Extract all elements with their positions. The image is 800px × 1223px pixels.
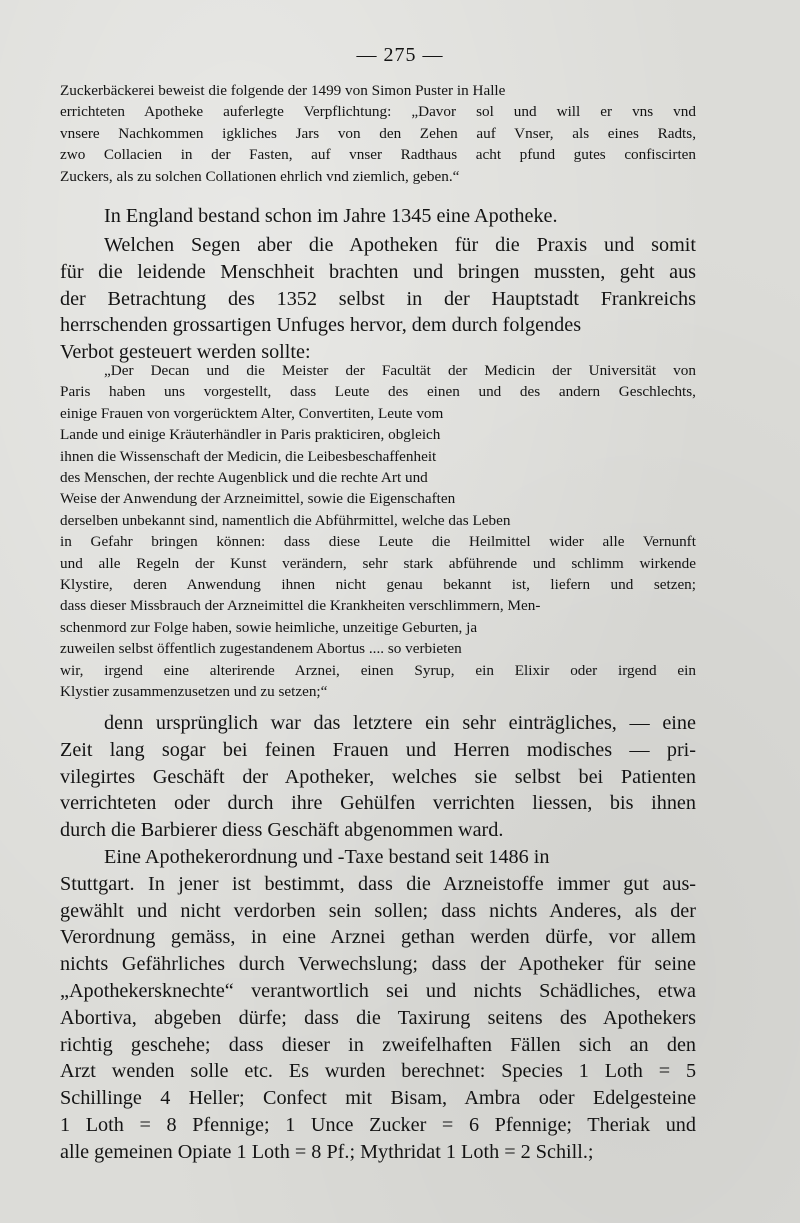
text-line: Klystire, deren Anwendung ihnen nicht genau bekannt ist, liefern und setzen; [60, 576, 696, 594]
text-line: Stuttgart. In jener ist bestimmt, dass die Arzneistoffe immer gut aus- [60, 872, 697, 895]
text-line: denn ursprünglich war das letztere ein sehr einträgliches, — eine [104, 712, 696, 734]
text-line: derselben unbekannt sind, namentlich die Abführmittel, welche das Leben [60, 511, 511, 529]
text-line: in Gefahr bringen können: dass diese Leute die Heilmittel wider alle Vernunft [60, 533, 696, 551]
text-line: durch die Barbierer diess Geschäft abgenommen ward. [60, 819, 504, 842]
text-line: 1 Loth = 8 Pfennige; 1 Unce Zucker = 6 Pfennige; Theriak und [60, 1113, 696, 1136]
text-line: Zeit lang sogar bei feinen Frauen und Herren modisches — pri- [60, 738, 696, 761]
text-line: Welchen Segen aber die Apotheken für die Praxis und somit [104, 234, 697, 256]
paragraph-paris-intro [60, 232, 696, 366]
text-line: des Menschen, der rechte Augenblick und die rechte Art und [60, 469, 428, 487]
text-line: Klystier zusammenzusetzen und zu setzen;“ [60, 683, 328, 701]
text-line: „Der Decan und die Meister der Facultät der Medicin der Universität von [104, 362, 696, 379]
text-line: schenmord zur Folge haben, sowie heimliche, unzeitige Geburten, ja [60, 618, 478, 636]
text-line: vnsere Nachkommen igkliches Jars von den Zehen auf Vnser, als eines Radts, [60, 124, 696, 142]
text-line: dass dieser Missbrauch der Arzneimittel die Krankheiten verschlimmern, Men- [60, 597, 541, 615]
text-line: Eine Apothekerordnung und -Taxe bestand seit 1486 in [104, 846, 550, 868]
text-line: alle gemeinen Opiate 1 Loth = 8 Pf.; Mythridat 1 Loth = 2 Schill.; [60, 1140, 594, 1163]
text-line: vilegirtes Geschäft der Apotheker, welches sie selbst bei Patienten [60, 765, 696, 788]
text-line: verrichteten oder durch ihre Gehülfen verrichten liessen, bis ihnen [60, 792, 696, 815]
text-line: für die leidende Menschheit brachten und bringen mussten, geht aus [60, 260, 697, 283]
text-line: Verordnung gemäss, in eine Arznei gethan werden dürfe, vor allem [60, 926, 696, 949]
text-line: Zuckerbäckerei beweist die folgende der 1499 von Simon Puster in Halle [60, 82, 506, 99]
text-line: errichteten Apotheke auferlegte Verpflichtung: „Davor sol und will er vns vnd [60, 103, 696, 121]
text-line: „Apothekersknechte“ verantwortlich sei und nichts Schädliches, etwa [60, 979, 696, 1002]
text-line: zuweilen selbst öffentlich zugestandenem Abortus .... so verbieten [60, 640, 462, 658]
page-number: — 275 — [356, 44, 444, 66]
text-line: Schillinge 4 Heller; Confect mit Bisam, Ambra oder Edelgesteine [60, 1087, 697, 1110]
text-line: der Betrachtung des 1352 selbst in der Hauptstadt Frankreichs [60, 287, 697, 310]
text-line: nichts Gefährliches durch Verwechslung; dass der Apotheker für seine [60, 953, 696, 976]
text-line: In England bestand schon im Jahre 1345 eine Apotheke. [104, 205, 558, 227]
paragraph-stuttgart-ordnung [60, 844, 696, 1166]
paragraph-england-apotheke [60, 203, 696, 230]
paragraph-paris-decree-quote [60, 360, 696, 703]
text-line: einige Frauen von vorgerücktem Alter, Convertiten, Leute vom [60, 404, 444, 422]
text-line: herrschenden grossartigen Unfuges hervor, dem durch folgendes [60, 314, 582, 337]
text-line: Weise der Anwendung der Arzneimittel, sowie die Eigenschaften [60, 490, 456, 508]
text-line: Paris haben uns vorgestellt, dass Leute des einen und des andern Geschlechts, [60, 383, 696, 401]
paragraph-klystier-business [60, 710, 696, 844]
text-line: Abortiva, abgeben dürfe; dass die Taxirung seitens des Apothekers [60, 1006, 697, 1029]
text-line: Lande und einige Kräuterhändler in Paris prakticiren, obgleich [60, 426, 441, 444]
text-line: Arzt wenden solle etc. Es wurden berechnet: Species 1 Loth = 5 [60, 1060, 697, 1083]
text-line: richtig geschehe; dass dieser in zweifelhaften Fällen sich an den [60, 1033, 697, 1056]
text-line: gewählt und nicht verdorben sein sollen; dass nichts Anderes, als der [60, 899, 696, 922]
text-line: Zuckers, als zu solchen Collationen ehrlich vnd ziemlich, geben.“ [60, 167, 460, 185]
text-line: und alle Regeln der Kunst verändern, sehr stark abführende und schlimm wirkende [60, 554, 696, 572]
paragraph-pharmacy-obligation [60, 80, 696, 187]
text-line: zwo Collacien in der Fasten, auf vnser Radthaus acht pfund gutes confiscirten [60, 146, 697, 164]
text-line: wir, irgend eine alterirende Arznei, einen Syrup, ein Elixir oder irgend ein [60, 661, 696, 679]
text-line: Verbot gesteuert werden sollte: [60, 341, 311, 364]
text-line: ihnen die Wissenschaft der Medicin, die Leibesbeschaffenheit [60, 447, 437, 465]
